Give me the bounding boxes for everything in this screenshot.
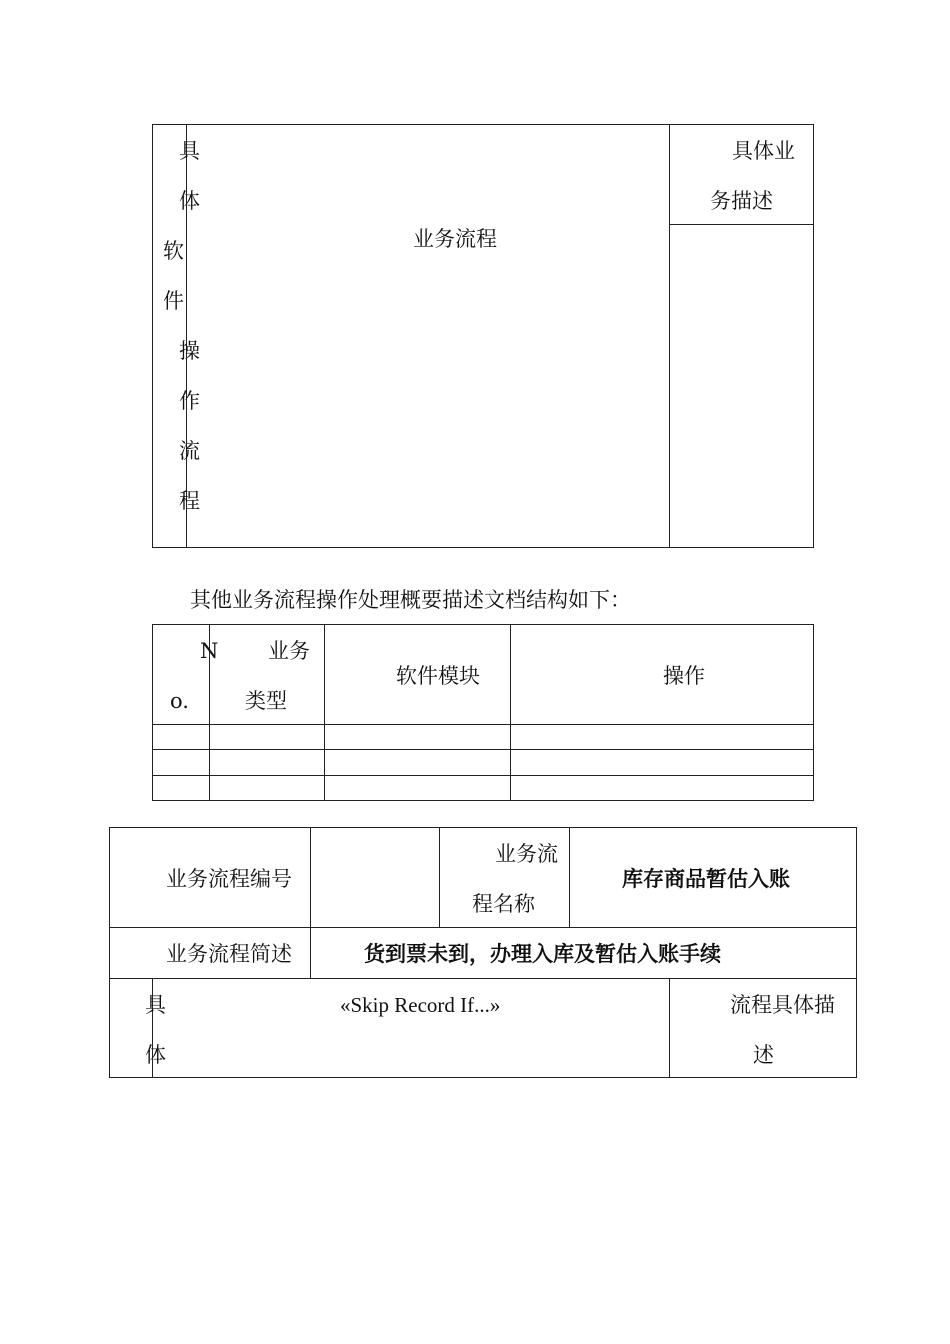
detail-center-mergefield: «Skip Record If...» — [340, 993, 501, 1017]
table2-border-left — [152, 624, 153, 801]
header-module: 软件模块 — [396, 664, 480, 688]
table3-col-divider — [669, 978, 670, 1078]
process-name-label-line1: 业务流 — [495, 842, 558, 866]
table2-border-bottom — [152, 800, 814, 801]
detail-right-line1: 流程具体描 — [730, 993, 835, 1017]
table3-row-divider — [109, 927, 857, 928]
table2-border-top — [152, 624, 814, 625]
left-column-char: 具 — [179, 139, 200, 163]
intro-text: 其他业务流程操作处理概要描述文档结构如下： — [190, 588, 631, 612]
header-operation: 操作 — [663, 664, 705, 688]
left-column-char: 作 — [179, 389, 200, 413]
table3-border-bottom — [109, 1077, 857, 1078]
process-no-label: 业务流程编号 — [166, 867, 292, 891]
header-no-line1: N — [200, 639, 219, 663]
header-type-line2: 类型 — [245, 689, 287, 713]
left-column-char: 软 — [163, 239, 184, 263]
table1-header-divider — [669, 224, 814, 225]
detail-left-line1: 具 — [145, 993, 166, 1017]
header-type-line1: 业务 — [268, 639, 310, 663]
summary-value: 货到票未到，办理入库及暂估入账手续 — [364, 942, 721, 966]
left-column-char: 件 — [163, 289, 184, 313]
table2-col-divider — [324, 624, 325, 801]
left-column-char: 程 — [179, 489, 200, 513]
left-column-char: 操 — [179, 339, 200, 363]
table1-border-bottom — [152, 547, 814, 548]
table1-divider-right — [669, 124, 670, 548]
table3-col-divider — [439, 827, 440, 928]
process-name-label-line2: 程名称 — [472, 892, 535, 916]
table3-col-divider — [310, 827, 311, 979]
header-no-line2: o. — [170, 689, 189, 713]
table3-row-divider — [109, 978, 857, 979]
table2-row-divider — [152, 749, 814, 750]
table3-col-divider — [569, 827, 570, 928]
summary-label: 业务流程简述 — [166, 942, 292, 966]
table1-border-right — [813, 124, 814, 548]
process-name-value: 库存商品暂估入账 — [622, 867, 790, 891]
table2-col-divider — [510, 624, 511, 801]
right-header-line1: 具体业 — [732, 139, 795, 163]
table2-border-right — [813, 624, 814, 801]
table3-border-right — [856, 827, 857, 1078]
table1-border-left — [152, 124, 153, 548]
table3-border-left — [109, 827, 110, 1078]
center-label: 业务流程 — [413, 227, 497, 251]
table1-divider-left — [186, 124, 187, 548]
right-header-line2: 务描述 — [710, 189, 773, 213]
table2-header-divider — [152, 724, 814, 725]
detail-left-line2: 体 — [145, 1043, 166, 1067]
table1-border-top — [152, 124, 814, 125]
table2-row-divider — [152, 775, 814, 776]
detail-right-line2: 述 — [753, 1043, 774, 1067]
table3-border-top — [109, 827, 857, 828]
left-column-char: 体 — [179, 189, 200, 213]
left-column-char: 流 — [179, 439, 200, 463]
